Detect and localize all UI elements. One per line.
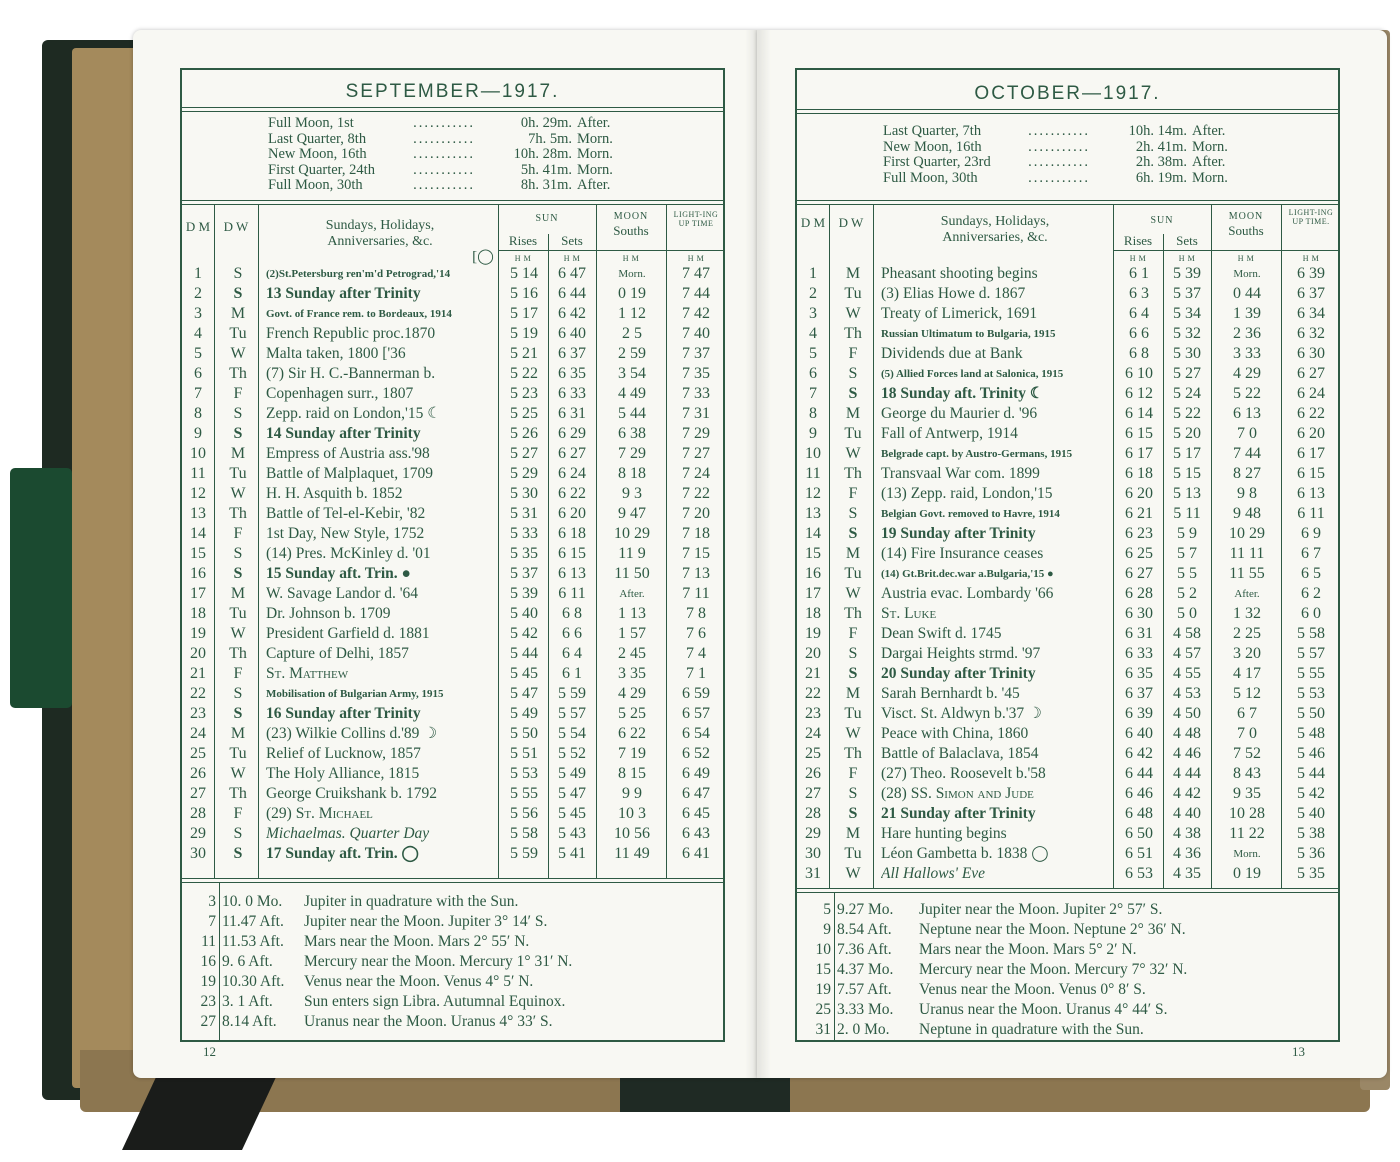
phase-time: 5h. 41m. [520,161,572,178]
rule [498,250,723,251]
moon-phase-row [883,155,1242,171]
table-row: 10 W Belgrade capt. by Austro-Germans, 1915 6 17 5 17 7 44 6 17 [805,445,1325,462]
phase-dots: ........... [1028,123,1090,139]
table-row: 26 W The Holy Alliance, 1815 5 53 5 49 8 15 6 49 [190,765,710,782]
table-row: 2 Tu (3) Elias Howe d. 1867 6 3 5 37 0 44 6 37 [809,285,1325,302]
phase-ampm: Morn. [1192,138,1228,155]
phase-name: First Quarter, 23rd [883,154,991,170]
moon-phase-row [883,124,1242,140]
phase-dots: ........... [413,146,475,162]
rule [182,878,723,879]
table-row: 27 Th George Cruikshank b. 1792 5 55 5 47 9 9 6 47 [190,785,710,802]
phase-time: 6h. 19m. [1135,169,1187,186]
header-dw: D W [838,215,864,230]
table-row: 6 Th (7) Sir H. C.-Bannerman b. 5 22 6 35 3 54 7 35 [194,365,710,382]
list-item: 19 10.30 Aft. Venus near the Moon. Venus 4° 5′ N. [200,973,534,990]
table-row: 4 Th Russian Ultimatum to Bulgaria, 1915 6 6 5 32 2 36 6 32 [809,325,1325,342]
header-sets: Sets [561,233,583,248]
header-lighting: LIGHT-ING UP TIME. [1288,208,1334,226]
table-row: 21 S 20 Sunday after Trinity 6 35 4 55 4 17 5 55 [805,665,1325,682]
moon-phase-row [268,163,627,179]
list-item: 31 2. 0 Mo. Neptune in quadrature with the Sun. [815,1021,1144,1038]
table-row: 8 S Zepp. raid on London,'15 ☾ 5 25 6 31 5 44 7 31 [194,405,710,422]
list-item: 25 3.33 Mo. Uranus near the Moon. Uranus 4° 44′ S. [815,1001,1168,1018]
rule [182,111,723,112]
list-item: 9 8.54 Aft. Neptune near the Moon. Neptune 2° 36′ N. [823,921,1186,938]
table-row: 12 W H. H. Asquith b. 1852 5 30 6 22 9 3 7 22 [190,485,710,502]
moon-phase-row [883,171,1242,187]
rule [182,107,723,108]
cover-band [620,1072,790,1112]
table-row: 1 M Pheasant shooting begins 6 1 5 39 Morn. 6 39 [809,265,1325,282]
october-calendar [795,68,1340,1042]
list-item: 7 11.47 Aft. Jupiter near the Moon. Jupiter 3° 14′ S. [208,913,548,930]
table-row: 6 S (5) Allied Forces land at Salonica, 1915 6 10 5 27 4 29 6 27 [809,365,1325,382]
table-row: 7 F Copenhagen surr., 1807 5 23 6 33 4 49 7 33 [194,385,710,402]
header-dm: D M [185,219,211,234]
moon-phase-row [268,147,627,163]
table-row: 19 W President Garfield d. 1881 5 42 6 6 1 57 7 6 [190,625,706,642]
header-sun: SUN [1150,215,1174,226]
phase-time: 0h. 29m. [520,115,572,131]
header-hm: H M [1302,254,1320,263]
moon-phase-row [268,116,627,132]
rule [797,892,1338,893]
table-row: 29 S Michaelmas. Quarter Day 5 58 5 43 10 56 6 43 [190,825,710,842]
phase-ampm: After. [577,177,611,193]
list-item: 19 7.57 Aft. Venus near the Moon. Venus 0° 8′ S. [815,981,1146,998]
table-row: 15 M (14) Fire Insurance ceases 6 25 5 7 11 11 6 7 [805,545,1321,562]
table-row: 9 S 14 Sunday after Trinity 5 26 6 29 6 38 7 29 [194,425,710,442]
table-row: 11 Tu Battle of Malplaquet, 1709 5 29 6 24 8 18 7 24 [190,465,710,482]
moon-phases [268,116,627,194]
header-hm: H M [1178,254,1196,263]
phase-time: 2h. 41m. [1135,138,1187,155]
header-sets: Sets [1176,233,1198,248]
table-row: 4 Tu French Republic proc.1870 5 19 6 40 2 5 7 40 [194,325,710,342]
list-item: 23 3. 1 Aft. Sun enters sign Libra. Autumnal Equinox. [200,993,566,1010]
table-row: 7 S 18 Sunday aft. Trinity ☾ 6 12 5 24 5 22 6 24 [809,385,1325,402]
page-number: 12 [203,1044,216,1059]
page-title: OCTOBER—1917. [974,83,1161,104]
phase-dots: ........... [413,161,475,178]
table-row: 20 S Dargai Heights strmd. '97 6 33 4 57 3 20 5 57 [805,645,1325,662]
moon-phases [883,124,1242,186]
table-row: 26 F (27) Theo. Roosevelt b.'58 6 44 4 44 8 43 5 44 [805,765,1325,782]
header-hm: H M [563,254,581,263]
phase-dots: ........... [413,115,475,131]
table-row: 18 Th St. Luke 6 30 5 0 1 32 6 0 [805,605,1321,622]
phase-dots: ........... [413,177,475,193]
table-row: 11 Th Transvaal War com. 1899 6 18 5 15 8 27 6 15 [805,465,1325,482]
phase-name: New Moon, 16th [883,138,982,155]
phase-name: Full Moon, 30th [268,177,363,193]
list-item: 15 4.37 Mo. Mercury near the Moon. Mercury 7° 32′ N. [815,961,1188,978]
moon-phase-row [883,140,1242,156]
header-souths: Souths [1228,223,1264,238]
header-hm: H M [514,254,532,263]
table-row: 10 M Empress of Austria ass.'98 5 27 6 27 7 29 7 27 [190,445,710,462]
phase-dots: ........... [1028,138,1090,155]
table-row: 14 F 1st Day, New Style, 1752 5 33 6 18 10 29 7 18 [190,525,710,542]
table-row: 5 W Malta taken, 1800 ['36 5 21 6 37 2 59 7 37 [194,345,710,362]
phase-name: New Moon, 16th [268,146,367,162]
phase-ampm: Morn. [1192,169,1228,186]
phase-mark: [◯ [472,249,494,265]
list-item: 27 8.14 Aft. Uranus near the Moon. Uranus 4° 33′ S. [200,1013,553,1030]
phase-ampm: Morn. [577,161,613,178]
moon-phase-row [268,178,627,194]
header-events: Sundays, Holidays, Anniversaries, &c. [325,218,435,249]
phase-dots: ........... [1028,169,1090,186]
table-row: 25 Tu Relief of Lucknow, 1857 5 51 5 52 7 19 6 52 [190,745,710,762]
table-row: 29 M Hare hunting begins 6 50 4 38 11 22 5 38 [805,825,1325,842]
table-row: 13 Th Battle of Tel-el-Kebir, '82 5 31 6 20 9 47 7 20 [190,505,710,522]
header-events: Sundays, Holidays, Anniversaries, &c. [940,214,1050,245]
table-row: 15 S (14) Pres. McKinley d. '01 5 35 6 15 11 9 7 15 [190,545,710,562]
table-row: 18 Tu Dr. Johnson b. 1709 5 40 6 8 1 13 7 8 [190,605,706,622]
table-row: 30 S 17 Sunday aft. Trin. ◯ 5 59 5 41 11 49 6 41 [190,845,710,862]
table-row: 25 Th Battle of Balaclava, 1854 6 42 4 46 7 52 5 46 [805,745,1325,762]
table-row: 13 S Belgian Govt. removed to Havre, 1914 6 21 5 11 9 48 6 11 [805,505,1325,522]
header-moon: MOON [1228,211,1264,222]
table-row: 2 S 13 Sunday after Trinity 5 16 6 44 0 19 7 44 [194,285,710,302]
rule [797,109,1338,110]
header-hm: H M [1129,254,1147,263]
page-gutter [745,30,771,1078]
phase-name: Last Quarter, 7th [883,123,982,139]
table-row: 23 S 16 Sunday after Trinity 5 49 5 57 5 25 6 57 [190,705,710,722]
page-title: SEPTEMBER—1917. [345,81,560,102]
table-row: 22 S Mobilisation of Bulgarian Army, 1915 5 47 5 59 4 29 6 59 [190,685,710,702]
table-row: 5 F Dividends due at Bank 6 8 5 30 3 33 6 30 [809,345,1325,362]
table-row: 16 Tu (14) Gt.Brit.dec.war a.Bulgaria,'15 ● 6 27 5 5 11 55 6 5 [805,565,1321,582]
header-souths: Souths [613,223,649,238]
phase-time: 2h. 38m. [1135,154,1187,170]
header-lighting: LIGHT-ING UP TIME [673,210,719,228]
table-row: 22 M Sarah Bernhardt b. '45 6 37 4 53 5 12 5 53 [805,685,1325,702]
header-moon: MOON [613,211,649,222]
phase-ampm: After. [577,115,611,131]
table-row: 17 W Austria evac. Lombardy '66 6 28 5 2 After. 6 2 [805,585,1321,602]
phase-name: Full Moon, 30th [883,169,978,186]
list-item: 10 7.36 Aft. Mars near the Moon. Mars 5° 2′ N. [815,941,1137,958]
header-dw: D W [223,219,249,234]
table-row: 30 Tu Léon Gambetta b. 1838 ◯ 6 51 4 36 Morn. 5 36 [805,845,1325,862]
table-row: 9 Tu Fall of Antwerp, 1914 6 15 5 20 7 0 6 20 [809,425,1325,442]
table-row: 21 F St. Matthew 5 45 6 1 3 35 7 1 [190,665,706,682]
phase-dots: ........... [1028,154,1090,170]
phase-time: 10h. 14m. [1128,123,1187,139]
phase-name: Full Moon, 1st [268,115,354,131]
table-row: 23 Tu Visct. St. Aldwyn b.'37 ☽ 6 39 4 50 6 7 5 50 [805,705,1325,722]
table-row: 28 S 21 Sunday after Trinity 6 48 4 40 10 28 5 40 [805,805,1325,822]
phase-ampm: Morn. [577,130,613,147]
header-dm: D M [800,215,826,230]
phase-ampm: After. [1192,154,1226,170]
rule [797,113,1338,114]
phase-ampm: Morn. [577,146,613,162]
list-item: 3 10. 0 Mo. Jupiter in quadrature with the Sun. [208,893,519,910]
phase-ampm: After. [1192,123,1226,139]
phase-time: 8h. 31m. [520,177,572,193]
table-row: 24 W Peace with China, 1860 6 40 4 48 7 0 5 48 [805,725,1325,742]
list-item: 11 11.53 Aft. Mars near the Moon. Mars 2° 55′ N. [201,933,530,950]
header-hm: H M [1237,254,1255,263]
rule [182,200,723,201]
table-row: 19 F Dean Swift d. 1745 6 31 4 58 2 25 5 58 [805,625,1325,642]
table-row: 31 W All Hallows' Eve 6 53 4 35 0 19 5 35 [805,865,1325,882]
table-row: 3 W Treaty of Limerick, 1691 6 4 5 34 1 39 6 34 [809,305,1325,322]
rule [797,888,1338,889]
header-rises: Rises [508,233,538,248]
phase-name: First Quarter, 24th [268,161,375,178]
table-row: 1 S (2)St.Petersburg ren'm'd Petrograd,'14 5 14 6 47 Morn. 7 47 [194,265,710,282]
header-sun: SUN [535,213,559,224]
rule [182,882,723,883]
header-hm: H M [687,254,705,263]
rule [1113,250,1338,251]
rule [797,200,1338,201]
table-row: 16 S 15 Sunday aft. Trin. ● 5 37 6 13 11 50 7 13 [190,565,710,582]
list-item: 16 9. 6 Aft. Mercury near the Moon. Mercury 1° 31′ N. [200,953,573,970]
table-row: 28 F (29) St. Michael 5 56 5 45 10 3 6 45 [190,805,710,822]
phase-time: 7h. 5m. [528,130,572,147]
list-item: 5 9.27 Mo. Jupiter near the Moon. Jupiter 2° 57′ S. [823,901,1163,918]
header-rises: Rises [1123,233,1153,248]
phase-time: 10h. 28m. [513,146,572,162]
table-row: 24 M (23) Wilkie Collins d.'89 ☽ 5 50 5 54 6 22 6 54 [190,725,710,742]
table-row: 14 S 19 Sunday after Trinity 6 23 5 9 10 29 6 9 [805,525,1321,542]
header-hm: H M [622,254,640,263]
page-number: 13 [1292,1044,1305,1059]
september-calendar [180,68,725,1042]
book-strap [10,468,72,708]
phase-dots: ........... [413,130,475,147]
table-row: 12 F (13) Zepp. raid, London,'15 6 20 5 13 9 8 6 13 [805,485,1325,502]
table-row: 27 S (28) SS. Simon and Jude 6 46 4 42 9 35 5 42 [805,785,1325,802]
table-row: 8 M George du Maurier d. '96 6 14 5 22 6 13 6 22 [809,405,1325,422]
phase-name: Last Quarter, 8th [268,130,367,147]
moon-phase-row [268,132,627,148]
table-row: 20 Th Capture of Delhi, 1857 5 44 6 4 2 45 7 4 [190,645,706,662]
table-row: 3 M Govt. of France rem. to Bordeaux, 1914 5 17 6 42 1 12 7 42 [194,305,710,322]
table-row: 17 M W. Savage Landor d. '64 5 39 6 11 After. 7 11 [190,585,710,602]
